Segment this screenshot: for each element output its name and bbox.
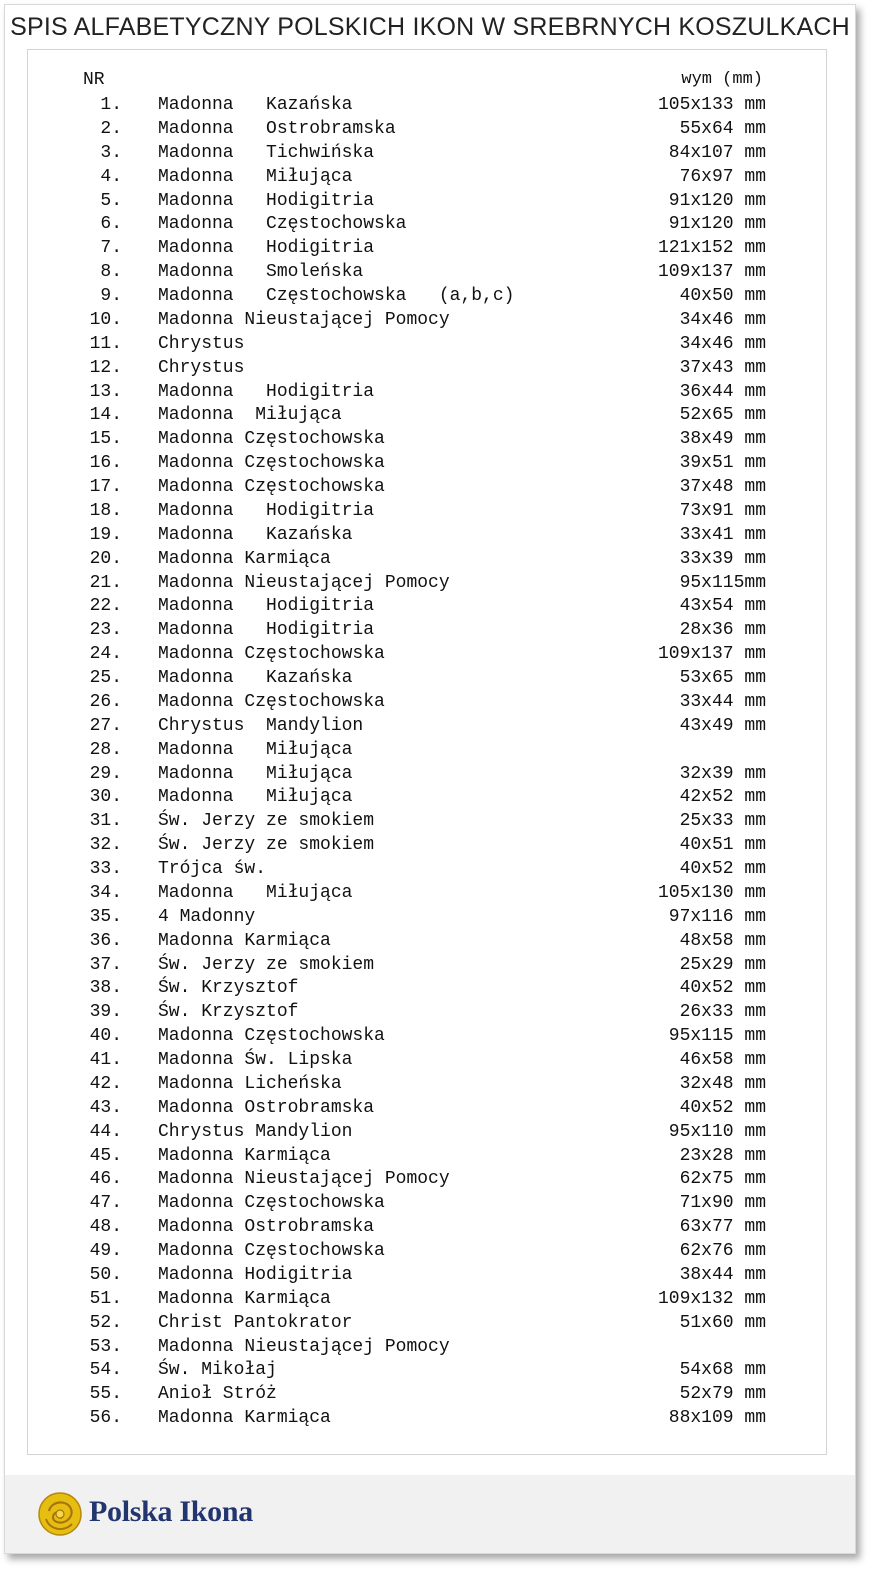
table-row (28, 141, 826, 165)
row-number: 7. (100, 238, 122, 259)
table-row (28, 857, 826, 881)
row-icon-name: Christ Pantokrator (158, 1312, 353, 1333)
table-row (28, 1311, 826, 1335)
row-number: 48. (89, 1217, 122, 1238)
row-icon-name: Madonna Karmiąca (158, 930, 331, 951)
table-row (28, 571, 826, 595)
row-number: 33. (89, 859, 122, 879)
row-number: 51. (89, 1288, 122, 1309)
row-dimensions: 95x115mm (679, 572, 766, 593)
row-icon-name: Chrystus Mandylion (158, 715, 364, 736)
row-number: 16. (89, 453, 122, 474)
row-dimensions: 91x120 mm (668, 190, 766, 211)
row-number: 26. (89, 691, 122, 712)
row-icon-name: Madonna Częstochowska (158, 429, 385, 450)
row-dimensions: 40x52 mm (679, 859, 766, 879)
table-row (28, 1358, 826, 1382)
row-number: 49. (89, 1241, 122, 1261)
table-row (28, 380, 826, 404)
row-dimensions: 109x137 mm (657, 262, 766, 283)
list-rows (28, 93, 826, 1430)
row-number: 54. (89, 1360, 122, 1381)
row-icon-name: Madonna Hodigitria (158, 238, 375, 259)
row-number: 44. (89, 1121, 122, 1142)
table-row (28, 1024, 826, 1048)
table-row (28, 1000, 826, 1024)
table-row (28, 260, 826, 284)
row-dimensions: 40x50 mm (679, 286, 766, 306)
row-number: 2. (100, 118, 122, 139)
table-row (28, 929, 826, 953)
row-dimensions: 105x130 mm (657, 882, 766, 903)
row-number: 24. (89, 644, 122, 665)
row-icon-name: Madonna Hodigitria (158, 500, 375, 521)
table-row (28, 356, 826, 380)
row-icon-name: Madonna Miłująca (158, 166, 353, 187)
row-icon-name: Madonna Karmiąca (158, 1408, 331, 1429)
row-number: 19. (89, 524, 122, 545)
row-icon-name: Madonna Ostrobramska (158, 1097, 375, 1118)
row-dimensions: 40x52 mm (679, 1097, 766, 1118)
row-dimensions: 105x133 mm (657, 95, 766, 115)
row-dimensions: 42x52 mm (679, 787, 766, 808)
table-row (28, 594, 826, 618)
row-number: 6. (100, 214, 122, 235)
table-row (28, 1239, 826, 1263)
row-icon-name: Madonna Ostrobramska (158, 1217, 375, 1238)
table-row (28, 403, 826, 427)
row-dimensions: 55x64 mm (679, 118, 766, 139)
row-dimensions: 32x48 mm (679, 1073, 766, 1094)
table-row (28, 165, 826, 189)
row-number: 52. (89, 1312, 122, 1333)
row-icon-name: Madonna Częstochowska (158, 214, 407, 235)
row-icon-name: Madonna Licheńska (158, 1073, 342, 1094)
row-icon-name: Madonna Hodigitria (158, 190, 375, 211)
table-row (28, 1191, 826, 1215)
table-row (28, 762, 826, 786)
table-row (28, 809, 826, 833)
row-dimensions: 91x120 mm (668, 214, 766, 235)
table-row (28, 1048, 826, 1072)
scanned-sheet (27, 49, 827, 1455)
table-row (28, 1120, 826, 1144)
row-number: 45. (89, 1145, 122, 1166)
row-icon-name: Trójca św. (158, 859, 267, 879)
table-row (28, 93, 826, 117)
row-number: 41. (89, 1050, 122, 1070)
row-dimensions: 37x48 mm (679, 477, 766, 497)
row-dimensions: 33x39 mm (679, 548, 766, 569)
table-row (28, 905, 826, 929)
table-row (28, 881, 826, 905)
row-number: 31. (89, 811, 122, 832)
row-dimensions: 76x97 mm (679, 166, 766, 187)
row-icon-name: Madonna Nieustającej Pomocy (158, 572, 450, 593)
row-dimensions: 62x75 mm (679, 1169, 766, 1190)
row-icon-name: Madonna Częstochowska (158, 644, 385, 665)
row-number: 38. (89, 978, 122, 999)
row-number: 36. (89, 930, 122, 951)
row-icon-name: Madonna Częstochowska (158, 1026, 385, 1047)
row-dimensions: 109x132 mm (657, 1288, 766, 1309)
row-number: 13. (89, 381, 122, 402)
row-icon-name: Madonna Kazańska (158, 524, 353, 545)
row-number: 15. (89, 429, 122, 450)
row-dimensions: 95x110 mm (668, 1121, 766, 1142)
row-number: 1. (100, 95, 122, 115)
row-dimensions: 40x52 mm (679, 978, 766, 999)
row-icon-name: Anioł Stróż (158, 1384, 277, 1405)
row-dimensions: 40x51 mm (679, 835, 766, 856)
row-dimensions: 52x79 mm (679, 1384, 766, 1405)
table-row (28, 714, 826, 738)
row-dimensions: 25x29 mm (679, 954, 766, 975)
table-row (28, 189, 826, 213)
table-row (28, 212, 826, 236)
row-dimensions: 84x107 mm (668, 142, 766, 163)
table-row (28, 618, 826, 642)
row-icon-name: Madonna Miłująca (158, 763, 353, 784)
row-number: 43. (89, 1097, 122, 1118)
row-icon-name: Madonna Hodigitria (158, 596, 375, 617)
table-row (28, 284, 826, 308)
row-dimensions: 63x77 mm (679, 1217, 766, 1238)
rose-logo-icon (37, 1491, 83, 1537)
table-row (28, 738, 826, 762)
row-number: 39. (89, 1002, 122, 1023)
row-dimensions: 37x43 mm (679, 357, 766, 378)
row-icon-name: Madonna Karmiąca (158, 1145, 331, 1166)
row-number: 9. (100, 286, 122, 306)
row-icon-name: Madonna Tichwińska (158, 142, 375, 163)
row-icon-name: Madonna Częstochowska (158, 1193, 385, 1214)
table-row (28, 427, 826, 451)
row-number: 30. (89, 787, 122, 808)
row-dimensions: 23x28 mm (679, 1145, 766, 1166)
row-icon-name: Madonna Nieustającej Pomocy (158, 1336, 450, 1357)
row-icon-name: Madonna Miłująca (158, 739, 353, 760)
row-number: 12. (89, 357, 122, 378)
table-row (28, 1167, 826, 1191)
row-number: 25. (89, 668, 122, 688)
row-dimensions: 121x152 mm (657, 238, 766, 259)
row-dimensions: 46x58 mm (679, 1050, 766, 1070)
table-row (28, 785, 826, 809)
row-dimensions: 95x115 mm (668, 1026, 766, 1047)
table-row (28, 308, 826, 332)
row-number: 50. (89, 1264, 122, 1285)
row-dimensions: 43x54 mm (679, 596, 766, 617)
page-title: SPIS ALFABETYCZNY POLSKICH IKON W SREBRNYCH KOSZULKACH (10, 13, 850, 41)
row-icon-name: Madonna Hodigitria (158, 381, 375, 402)
row-dimensions: 109x137 mm (657, 644, 766, 665)
row-number: 47. (89, 1193, 122, 1214)
row-dimensions: 36x44 mm (679, 381, 766, 402)
table-row (28, 666, 826, 690)
brand-logo-text: Polska Ikona (89, 1495, 253, 1528)
table-row (28, 236, 826, 260)
row-dimensions: 39x51 mm (679, 453, 766, 474)
table-row (28, 1335, 826, 1359)
row-icon-name: Madonna Hodigitria (158, 620, 375, 641)
icon-list (28, 70, 826, 1430)
row-dimensions: 88x109 mm (668, 1408, 766, 1429)
row-number: 40. (89, 1026, 122, 1047)
document-card (4, 4, 856, 1554)
row-dimensions: 53x65 mm (679, 668, 766, 688)
row-icon-name: Madonna Miłująca (158, 787, 353, 808)
footer-bar (5, 1475, 855, 1553)
table-row (28, 1215, 826, 1239)
row-number: 55. (89, 1384, 122, 1405)
row-dimensions: 33x41 mm (679, 524, 766, 545)
row-number: 35. (89, 906, 122, 927)
row-number: 17. (89, 477, 122, 497)
column-header-nr: NR (83, 70, 105, 90)
row-icon-name: Chrystus Mandylion (158, 1121, 353, 1142)
row-icon-name: Madonna Karmiąca (158, 1288, 331, 1309)
row-icon-name: Madonna Nieustającej Pomocy (158, 309, 450, 330)
row-dimensions: 33x44 mm (679, 691, 766, 712)
table-row (28, 117, 826, 141)
row-icon-name: 4 Madonny (158, 906, 256, 927)
table-row (28, 1144, 826, 1168)
table-row (28, 499, 826, 523)
row-number: 18. (89, 500, 122, 521)
row-dimensions: 97x116 mm (668, 906, 766, 927)
row-number: 3. (100, 142, 122, 163)
table-row (28, 1382, 826, 1406)
row-number: 22. (89, 596, 122, 617)
table-row (28, 451, 826, 475)
row-number: 42. (89, 1073, 122, 1094)
row-dimensions: 54x68 mm (679, 1360, 766, 1381)
table-row (28, 547, 826, 571)
row-number: 20. (89, 548, 122, 569)
table-row (28, 1096, 826, 1120)
row-icon-name: Madonna Kazańska (158, 95, 353, 115)
table-row (28, 1406, 826, 1430)
row-icon-name: Św. Mikołaj (158, 1360, 277, 1381)
row-dimensions: 43x49 mm (679, 715, 766, 736)
row-number: 56. (89, 1408, 122, 1429)
table-row (28, 1072, 826, 1096)
row-dimensions: 62x76 mm (679, 1241, 766, 1261)
row-number: 11. (89, 333, 122, 354)
row-number: 21. (89, 572, 122, 593)
row-icon-name: Św. Krzysztof (158, 978, 299, 999)
row-number: 27. (89, 715, 122, 736)
column-header-size: wym (mm) (681, 70, 763, 89)
row-number: 32. (89, 835, 122, 856)
row-dimensions: 48x58 mm (679, 930, 766, 951)
row-dimensions: 34x46 mm (679, 309, 766, 330)
table-row (28, 690, 826, 714)
row-icon-name: Madonna Częstochowska (158, 691, 385, 712)
table-row (28, 332, 826, 356)
row-icon-name: Chrystus (158, 333, 245, 354)
row-icon-name: Madonna Karmiąca (158, 548, 331, 569)
row-number: 46. (89, 1169, 122, 1190)
row-dimensions: 28x36 mm (679, 620, 766, 641)
row-dimensions: 71x90 mm (679, 1193, 766, 1214)
row-number: 34. (89, 882, 122, 903)
row-icon-name: Św. Jerzy ze smokiem (158, 811, 375, 832)
row-number: 4. (100, 166, 122, 187)
row-icon-name: Madonna Kazańska (158, 668, 353, 688)
list-header (28, 70, 826, 93)
row-icon-name: Madonna Nieustającej Pomocy (158, 1169, 450, 1190)
row-number: 28. (89, 739, 122, 760)
row-dimensions: 73x91 mm (679, 500, 766, 521)
row-dimensions: 34x46 mm (679, 333, 766, 354)
row-number: 29. (89, 763, 122, 784)
row-icon-name: Madonna Częstochowska (158, 453, 385, 474)
table-row (28, 523, 826, 547)
row-dimensions: 51x60 mm (679, 1312, 766, 1333)
row-number: 10. (89, 309, 122, 330)
row-icon-name: Madonna Częstochowska (158, 1241, 385, 1261)
row-dimensions: 38x49 mm (679, 429, 766, 450)
row-number: 37. (89, 954, 122, 975)
row-icon-name: Madonna Częstochowska (158, 477, 385, 497)
table-row (28, 642, 826, 666)
table-row (28, 1263, 826, 1287)
row-number: 8. (100, 262, 122, 283)
row-icon-name: Madonna Częstochowska (a,b,c) (158, 286, 515, 306)
row-icon-name: Chrystus (158, 357, 245, 378)
table-row (28, 833, 826, 857)
row-icon-name: Św. Jerzy ze smokiem (158, 954, 375, 975)
row-icon-name: Madonna Smoleńska (158, 262, 364, 283)
table-row (28, 976, 826, 1000)
row-icon-name: Madonna Św. Lipska (158, 1050, 353, 1070)
table-row (28, 1287, 826, 1311)
row-number: 53. (89, 1336, 122, 1357)
row-icon-name: Św. Krzysztof (158, 1002, 299, 1023)
row-icon-name: Madonna Hodigitria (158, 1264, 353, 1285)
row-dimensions: 26x33 mm (679, 1002, 766, 1023)
row-icon-name: Madonna Miłująca (158, 405, 342, 426)
row-number: 23. (89, 620, 122, 641)
row-dimensions: 52x65 mm (679, 405, 766, 426)
row-dimensions: 32x39 mm (679, 763, 766, 784)
row-icon-name: Madonna Ostrobramska (158, 118, 396, 139)
row-icon-name: Madonna Miłująca (158, 882, 353, 903)
table-row (28, 475, 826, 499)
row-number: 5. (100, 190, 122, 211)
row-dimensions: 38x44 mm (679, 1264, 766, 1285)
row-dimensions: 25x33 mm (679, 811, 766, 832)
row-number: 14. (89, 405, 122, 426)
table-row (28, 953, 826, 977)
row-icon-name: Św. Jerzy ze smokiem (158, 835, 375, 856)
